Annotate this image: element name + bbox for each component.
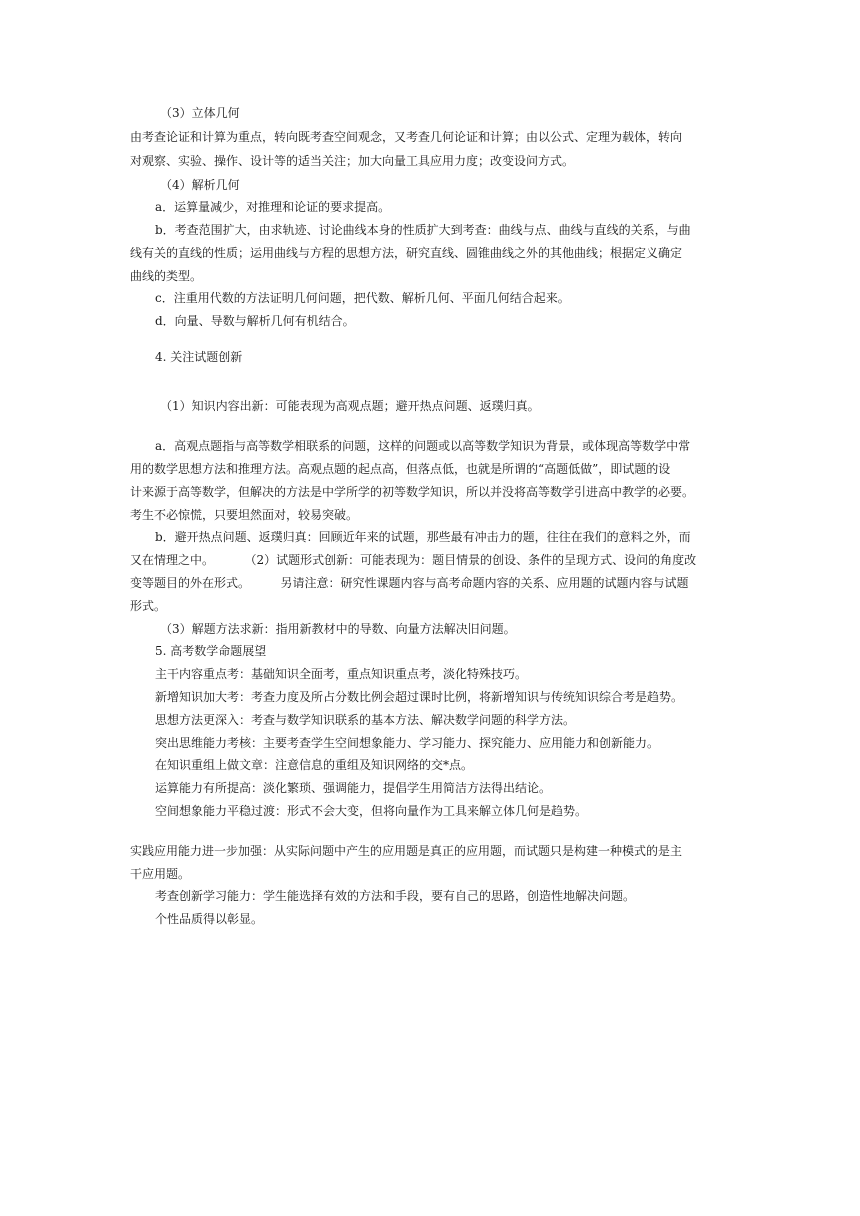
outlook-item: 思想方法更深入：考查与数学知识联系的基本方法、解决数学问题的科学方法。: [155, 713, 576, 727]
outlook-item: 在知识重组上做文章：注意信息的重组及知识网络的交*点。: [155, 758, 474, 772]
section-heading-4: 4. 关注试题创新: [155, 350, 243, 364]
outlook-item: 考查创新学习能力：学生能选择有效的方法和手段，要有自己的思路，创造性地解决问题。: [155, 889, 636, 903]
paragraph-line: 又在情理之中。 （2）试题形式创新：可能表现为：题目情景的创设、条件的呈现方式、设问的角度改: [130, 553, 697, 567]
paragraph-line: 干应用题。: [130, 867, 191, 881]
paragraph-line: 用的数学思想方法和推理方法。高观点题的起点高，但落点低，也就是所谓的“高题低做”，即试题的设: [130, 462, 671, 476]
paragraph-line: 变等题目的外在形式。 另请注意：研究性课题内容与高考命题内容的关系、应用题的试题内容与试题: [130, 576, 689, 590]
list-item-d: d．向量、导数与解析几何有机结合。: [155, 314, 355, 328]
paragraph-line: 对观察、实验、操作、设计等的适当关注；加大向量工具应用力度；改变设问方式。: [130, 154, 575, 168]
outlook-item: 主干内容重点考：基础知识全面考，重点知识重点考，淡化特殊技巧。: [155, 667, 528, 681]
list-item-c: c．注重用代数的方法证明几何问题，把代数、解析几何、平面几何结合起来。: [155, 291, 570, 305]
paragraph-line: 由考查论证和计算为重点，转向既考查空间观念，又考查几何论证和计算；由以公式、定理为载体，转向: [130, 130, 683, 144]
list-item-a: a．高观点题指与高等数学相联系的问题，这样的问题或以高等数学知识为背景，或体现高等数学中常: [155, 439, 691, 453]
paragraph-line: 考生不必惊慌，只要坦然面对，较易突破。: [130, 508, 359, 522]
heading-analytic-geometry: （4）解析几何: [160, 178, 240, 192]
paragraph-line: 形式。: [130, 599, 167, 613]
outlook-item: 突出思维能力考核：主要考查学生空间想象能力、学习能力、探究能力、应用能力和创新能力。: [155, 736, 660, 750]
outlook-item: 空间想象能力平稳过渡：形式不会大变，但将向量作为工具来解立体几何是趋势。: [155, 804, 588, 818]
outlook-item: 运算能力有所提高：淡化繁琐、强调能力，提倡学生用简洁方法得出结论。: [155, 781, 552, 795]
list-item-a: a．运算量减少，对推理和论证的要求提高。: [155, 200, 391, 214]
section-heading-5: 5. 高考数学命题展望: [155, 644, 267, 658]
paragraph-line: 计来源于高等数学，但解决的方法是中学所学的初等数学知识，所以并没将高等数学引进高中教学的必要。: [130, 485, 695, 499]
list-item-b: b．考查范围扩大，由求轨迹、讨论曲线本身的性质扩大到考查：曲线与点、曲线与直线的关系，与曲: [155, 223, 691, 237]
outlook-item: 个性品质得以彰显。: [155, 912, 264, 926]
outlook-item: 新增知识加大考：考查力度及所占分数比例会超过课时比例，将新增知识与传统知识综合考是趋势。: [155, 690, 684, 704]
subheading-knowledge-innovation: （1）知识内容出新：可能表现为高观点题；避开热点问题、返璞归真。: [160, 399, 540, 413]
heading-solid-geometry: （3）立体几何: [160, 106, 240, 120]
paragraph-line: 实践应用能力进一步加强：从实际问题中产生的应用题是真正的应用题，而试题只是构建一种模式的是主: [130, 844, 683, 858]
paragraph-line: 线有关的直线的性质；运用曲线与方程的思想方法，研究直线、圆锥曲线之外的其他曲线；根据定义确定: [130, 246, 683, 260]
paragraph-line: 曲线的类型。: [130, 269, 203, 283]
list-item-b: b．避开热点问题、返璞归真：回顾近年来的试题，那些最有冲击力的题，往往在我们的意料之外，而: [155, 530, 691, 544]
subheading-method-innovation: （3）解题方法求新：指用新教材中的导数、向量方法解决旧问题。: [160, 622, 516, 636]
